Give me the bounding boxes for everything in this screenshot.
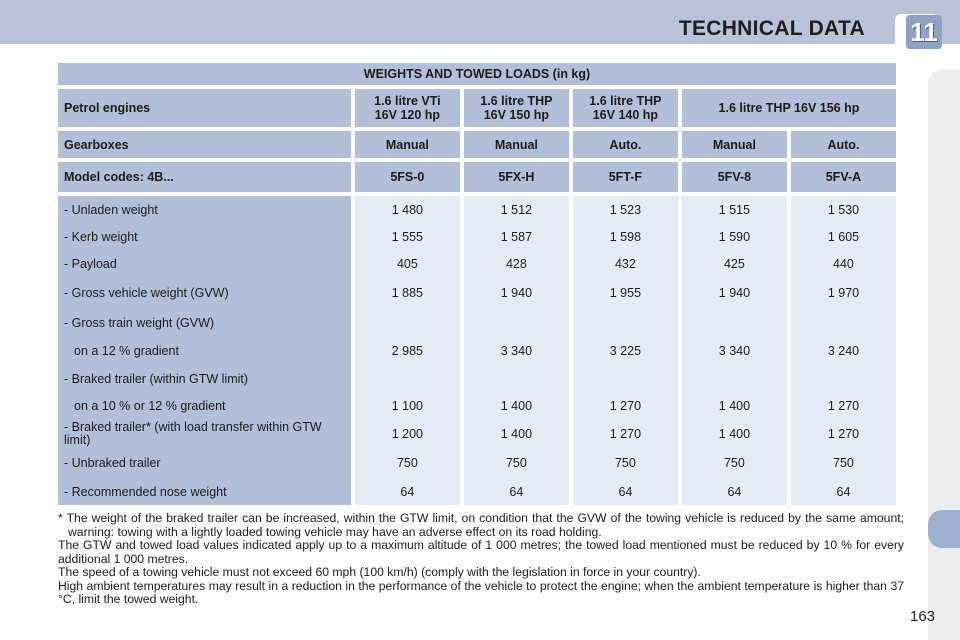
page-title: TECHNICAL DATA: [678, 17, 865, 40]
row-label: on a 12 % gradient: [58, 337, 351, 365]
value-cell: [355, 365, 460, 392]
table-row: [58, 365, 896, 392]
table-row: [58, 478, 896, 505]
value-cell: 1 270: [573, 392, 678, 420]
weights-table: [54, 63, 900, 505]
value-cell: 1 400: [464, 420, 569, 448]
header-divider: [0, 44, 960, 50]
row-label: - Unbraked trailer: [58, 448, 351, 478]
side-strip: [928, 70, 960, 640]
footnote-para: High ambient temperatures may result in a reduction in the performance of the vehicle to protect the engine; when the ambient temperature is higher than 37 °C, limit the towed weight.: [58, 578, 904, 606]
value-cell: 1 512: [464, 196, 569, 223]
value-cell: 3 240: [791, 337, 896, 365]
value-cell: 1 100: [355, 392, 460, 420]
footnotes: [58, 512, 904, 607]
row-label: on a 10 % or 12 % gradient: [58, 392, 351, 420]
value-cell: 1 400: [682, 392, 787, 420]
value-cell: 428: [464, 250, 569, 277]
value-cell: 1 200: [355, 420, 460, 448]
value-cell: [682, 308, 787, 337]
codes-label: Model codes: 4B...: [58, 162, 351, 192]
row-label: - Kerb weight: [58, 223, 351, 250]
value-cell: 405: [355, 250, 460, 277]
footnote-asterisk: * The weight of the braked trailer can be increased, within the GTW limit, on condition that the GVW of the towing vehicle is reduced by the same amount; warning: towing with a lightly loaded towing vehicle may have an adverse effect on its road holding.: [58, 511, 904, 539]
value-cell: 3 225: [573, 337, 678, 365]
table-row: [58, 448, 896, 478]
value-cell: 1 480: [355, 196, 460, 223]
value-cell: 425: [682, 250, 787, 277]
value-cell: 64: [791, 478, 896, 505]
value-cell: [573, 308, 678, 337]
value-cell: 750: [355, 448, 460, 478]
value-cell: 432: [573, 250, 678, 277]
table-row: [58, 392, 896, 420]
value-cell: 1 270: [573, 420, 678, 448]
row-label: - Gross vehicle weight (GVW): [58, 277, 351, 308]
table-row: [58, 250, 896, 277]
table-row: [58, 337, 896, 365]
value-cell: 64: [682, 478, 787, 505]
value-cell: 1 587: [464, 223, 569, 250]
value-cell: 64: [464, 478, 569, 505]
value-cell: [573, 365, 678, 392]
value-cell: [791, 308, 896, 337]
value-cell: 1 970: [791, 277, 896, 308]
side-tab: [928, 510, 960, 548]
footnote-para: The GTW and towed load values indicated apply up to a maximum altitude of 1 000 metres; the towed load mentioned must be reduced by 10 % for every additional 1 000 metres.: [58, 538, 904, 566]
value-cell: 1 400: [464, 392, 569, 420]
value-cell: 1 940: [464, 277, 569, 308]
table-row: [58, 223, 896, 250]
code-cell: 5FV-8: [682, 162, 787, 192]
gearboxes-label: Gearboxes: [58, 131, 351, 158]
value-cell: [355, 308, 460, 337]
value-cell: 1 940: [682, 277, 787, 308]
row-label: - Gross train weight (GVW): [58, 308, 351, 337]
value-cell: 1 955: [573, 277, 678, 308]
value-cell: 1 270: [791, 420, 896, 448]
gearbox-cell: Auto.: [573, 131, 678, 158]
code-cell: 5FX-H: [464, 162, 569, 192]
row-label: - Recommended nose weight: [58, 478, 351, 505]
value-cell: [682, 365, 787, 392]
value-cell: 1 515: [682, 196, 787, 223]
table-row: [58, 196, 896, 223]
value-cell: 2 985: [355, 337, 460, 365]
value-cell: 440: [791, 250, 896, 277]
row-label: - Payload: [58, 250, 351, 277]
page-number: 163: [910, 608, 936, 625]
table-row: [58, 420, 896, 448]
value-cell: [464, 308, 569, 337]
gearbox-cell: Manual: [355, 131, 460, 158]
row-label: - Braked trailer (within GTW limit): [58, 365, 351, 392]
value-cell: 3 340: [464, 337, 569, 365]
value-cell: 750: [791, 448, 896, 478]
value-cell: 1 885: [355, 277, 460, 308]
value-cell: 1 605: [791, 223, 896, 250]
row-label: - Unladen weight: [58, 196, 351, 223]
value-cell: 1 530: [791, 196, 896, 223]
value-cell: 1 400: [682, 420, 787, 448]
value-cell: 1 598: [573, 223, 678, 250]
value-cell: 64: [573, 478, 678, 505]
table-row: [58, 308, 896, 337]
value-cell: 3 340: [682, 337, 787, 365]
table-caption: WEIGHTS AND TOWED LOADS (in kg): [58, 63, 896, 85]
code-cell: 5FV-A: [791, 162, 896, 192]
gearbox-cell: Auto.: [791, 131, 896, 158]
table-row: [58, 277, 896, 308]
engine-header: 1.6 litre THP 16V 140 hp: [573, 89, 678, 127]
value-cell: 750: [682, 448, 787, 478]
value-cell: [464, 365, 569, 392]
engine-header-wide: 1.6 litre THP 16V 156 hp: [682, 89, 896, 127]
value-cell: 1 590: [682, 223, 787, 250]
footnote-para: The speed of a towing vehicle must not exceed 60 mph (100 km/h) (comply with the legislation in force in your country).: [58, 565, 701, 579]
gearbox-cell: Manual: [682, 131, 787, 158]
value-cell: 750: [464, 448, 569, 478]
value-cell: [791, 365, 896, 392]
value-cell: 750: [573, 448, 678, 478]
engine-header: 1.6 litre THP 16V 150 hp: [464, 89, 569, 127]
code-cell: 5FT-F: [573, 162, 678, 192]
value-cell: 1 523: [573, 196, 678, 223]
gearbox-cell: Manual: [464, 131, 569, 158]
value-cell: 1 555: [355, 223, 460, 250]
row-label: - Braked trailer* (with load transfer within GTW limit): [58, 420, 351, 448]
code-cell: 5FS-0: [355, 162, 460, 192]
engine-header: 1.6 litre VTi 16V 120 hp: [355, 89, 460, 127]
engines-label: Petrol engines: [58, 89, 351, 127]
value-cell: 1 270: [791, 392, 896, 420]
value-cell: 64: [355, 478, 460, 505]
chapter-number: 11: [906, 15, 942, 49]
